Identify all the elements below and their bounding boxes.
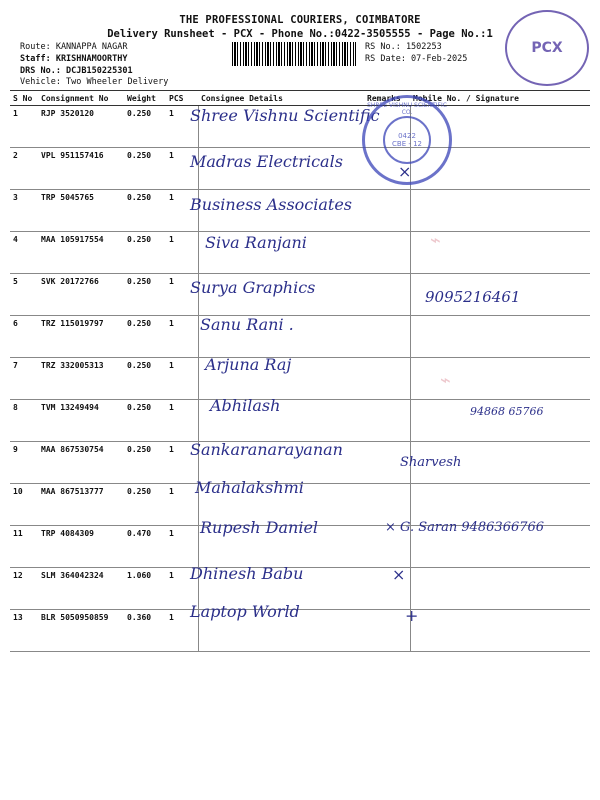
row-sno: 10: [10, 484, 38, 526]
row-remarks: [364, 190, 410, 232]
row-pcs: 1: [166, 274, 198, 316]
rs-date: RS Date: 07-Feb-2025: [365, 54, 468, 64]
row-sno: 4: [10, 232, 38, 274]
row-consignment: RJP 3520120: [38, 106, 124, 148]
row-pcs: 1: [166, 232, 198, 274]
seal-city: CBE - 12: [392, 140, 422, 148]
row-weight: 0.250: [124, 274, 166, 316]
row-weight: 0.250: [124, 316, 166, 358]
company-seal: [362, 95, 452, 185]
row-consignment: MAA 867513777: [38, 484, 124, 526]
row-consignment: TRZ 332005313: [38, 358, 124, 400]
row-remarks: [364, 232, 410, 274]
row-remarks: [364, 400, 410, 442]
handwritten-consignee: Laptop World: [190, 602, 300, 621]
handwritten-signature: +: [405, 606, 419, 625]
row-weight: 0.250: [124, 442, 166, 484]
staff-label: Staff: KRISHNAMOORTHY: [20, 54, 128, 64]
handwritten-consignee: Arjuna Raj: [205, 355, 292, 374]
row-pcs: 1: [166, 526, 198, 568]
handwritten-consignee: Business Associates: [190, 195, 353, 214]
row-consignment: TRP 4084309: [38, 526, 124, 568]
row-signature-cell: [410, 358, 590, 400]
col-consignment: Consignment No: [38, 91, 124, 106]
row-pcs: 1: [166, 148, 198, 190]
row-weight: 0.250: [124, 232, 166, 274]
table-row: [10, 610, 590, 652]
row-sno: 1: [10, 106, 38, 148]
row-weight: 0.250: [124, 148, 166, 190]
row-weight: 0.250: [124, 106, 166, 148]
vehicle-label: Vehicle: Two Wheeler Delivery: [20, 77, 169, 87]
handwritten-consignee: Dhinesh Babu: [190, 564, 304, 583]
handwritten-consignee: Rupesh Daniel: [200, 518, 319, 537]
seal-name: SHREE VISHNU SCIENTIFIC CO.: [367, 102, 447, 116]
row-sno: 3: [10, 190, 38, 232]
handwritten-consignee: Surya Graphics: [190, 278, 316, 297]
row-remarks: [364, 274, 410, 316]
handwritten-consignee: Abhilash: [210, 396, 281, 415]
handwritten-signature: × G. Saran 9486366766: [385, 520, 545, 535]
row-signature-cell: [410, 316, 590, 358]
row-signature-cell: [410, 568, 590, 610]
row-consignment: MAA 105917554: [38, 232, 124, 274]
handwritten-signature: ×: [398, 162, 412, 181]
handwritten-signature: ×: [392, 565, 406, 584]
row-consignment: SLM 364042324: [38, 568, 124, 610]
row-remarks: [364, 316, 410, 358]
barcode: [232, 42, 356, 66]
table-row: [10, 358, 590, 400]
row-weight: 0.360: [124, 610, 166, 652]
row-pcs: 1: [166, 484, 198, 526]
row-sno: 12: [10, 568, 38, 610]
row-consignment: BLR 5050950859: [38, 610, 124, 652]
row-pcs: 1: [166, 106, 198, 148]
handwritten-consignee: Sankaranarayanan: [190, 440, 343, 459]
rs-number: RS No.: 1502253: [365, 42, 442, 52]
row-pcs: 1: [166, 358, 198, 400]
col-sno: S No: [10, 91, 38, 106]
col-pcs: PCS: [166, 91, 198, 106]
row-remarks: [364, 610, 410, 652]
row-weight: 0.470: [124, 526, 166, 568]
row-weight: 0.250: [124, 400, 166, 442]
row-consignment: MAA 867530754: [38, 442, 124, 484]
pcx-stamp: PCX: [505, 10, 589, 86]
row-remarks: [364, 358, 410, 400]
handwritten-consignee: Sanu Rani .: [200, 315, 294, 334]
runsheet-subtitle: Delivery Runsheet - PCX - Phone No.:0422-3505555 - Page No.:1: [107, 28, 493, 40]
handwritten-consignee: Madras Electricals: [190, 152, 343, 171]
company-name: THE PROFESSIONAL COURIERS, COIMBATORE: [179, 14, 421, 26]
col-consignee: Consignee Details: [198, 91, 364, 106]
row-weight: 0.250: [124, 484, 166, 526]
handwritten-consignee: Shree Vishnu Scientific: [190, 106, 380, 125]
col-signature: Mobile No. / Signature: [410, 91, 590, 106]
row-sno: 5: [10, 274, 38, 316]
faint-stamp-mark: ⌁: [430, 230, 441, 251]
row-pcs: 1: [166, 190, 198, 232]
row-sno: 7: [10, 358, 38, 400]
row-sno: 6: [10, 316, 38, 358]
faint-stamp-mark: ⌁: [440, 370, 451, 391]
row-consignment: TVM 13249494: [38, 400, 124, 442]
row-sno: 9: [10, 442, 38, 484]
row-weight: 1.060: [124, 568, 166, 610]
handwritten-signature: Sharvesh: [400, 455, 462, 470]
seal-code: 0422: [398, 132, 416, 140]
row-pcs: 1: [166, 610, 198, 652]
row-signature-cell: [410, 610, 590, 652]
row-pcs: 1: [166, 316, 198, 358]
row-sno: 11: [10, 526, 38, 568]
handwritten-mobile: 9095216461: [425, 288, 521, 306]
table-header-row: [10, 91, 590, 106]
table-row: [10, 316, 590, 358]
seal-inner: [383, 116, 431, 164]
row-pcs: 1: [166, 442, 198, 484]
row-sno: 8: [10, 400, 38, 442]
row-sno: 2: [10, 148, 38, 190]
row-pcs: 1: [166, 400, 198, 442]
row-signature-cell: [410, 190, 590, 232]
handwritten-consignee: Siva Ranjani: [205, 233, 307, 252]
route-label: Route: KANNAPPA NAGAR: [20, 42, 128, 52]
drs-label: DRS No.: DCJB150225301: [20, 66, 133, 76]
row-consignment: SVK 20172766: [38, 274, 124, 316]
row-pcs: 1: [166, 568, 198, 610]
row-consignment: TRP 5045765: [38, 190, 124, 232]
row-weight: 0.250: [124, 358, 166, 400]
handwritten-mobile: 94868 65766: [470, 405, 544, 418]
row-weight: 0.250: [124, 190, 166, 232]
col-weight: Weight: [124, 91, 166, 106]
row-sno: 13: [10, 610, 38, 652]
handwritten-consignee: Mahalakshmi: [195, 478, 304, 497]
row-consignment: TRZ 115019797: [38, 316, 124, 358]
row-consignment: VPL 951157416: [38, 148, 124, 190]
col-remarks: Remarks: [364, 91, 410, 106]
